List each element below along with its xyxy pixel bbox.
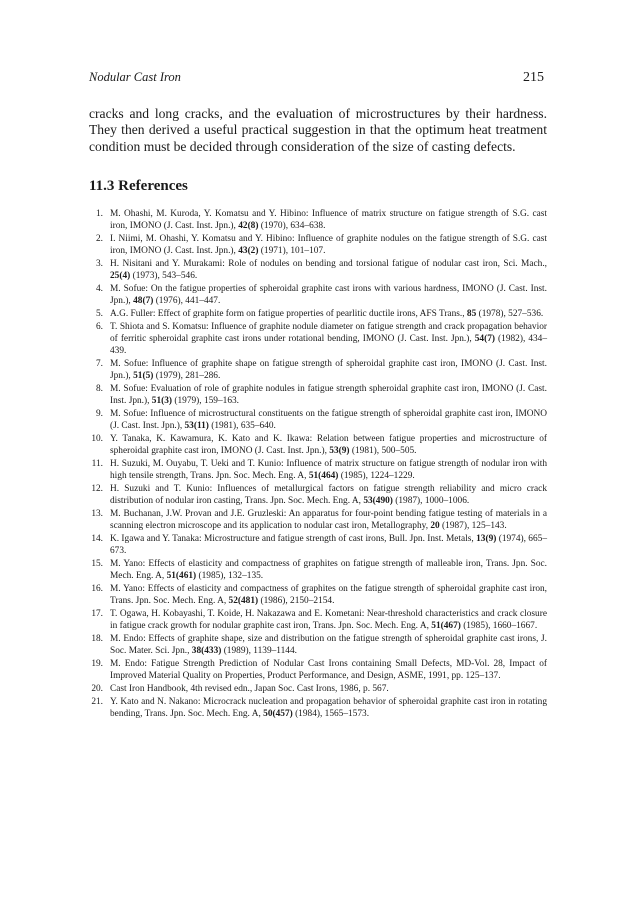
reference-volume: 50(457) [263,708,293,719]
reference-text [110,459,547,481]
reference-item [89,284,547,308]
reference-number: 14. [91,533,103,544]
reference-citation: I. Niimi, M. Ohashi, Y. Komatsu and Y. Hibino: Influence of graphite nodules on the fatigue strength of S.G. cast iron, IMONO (J. Cast. Inst. Jpn.), [110,233,547,256]
reference-item [89,634,547,658]
reference-text [110,559,547,581]
reference-volume: 85 [466,308,477,319]
reference-pages: (1985), 132–135. [196,570,264,581]
reference-number: 1. [95,209,103,219]
reference-citation: Y. Tanaka, K. Kawamura, K. Kato and K. Ikawa: Relation between fatigue properties and microstructure of spheroidal graphite cast iron, IMONO (J. Cast. Inst. Jpn.), [110,433,547,456]
reference-number: 9. [95,408,103,419]
reference-item [89,484,547,508]
reference-citation: M. Buchanan, J.W. Provan and J.E. Gruzleski: An apparatus for four-point bending fatigue testing of materials in a scanning electron microscope and its application to nodular cast iron, Metallography, [110,508,547,531]
reference-volume: 25(4) [110,270,131,281]
reference-number: 16. [91,583,103,594]
reference-text [110,659,547,681]
reference-item [89,209,547,233]
reference-text [110,584,547,606]
reference-number: 5. [95,308,103,319]
reference-volume: 52(481) [228,595,259,606]
reference-item [89,459,547,483]
reference-text [110,484,547,506]
reference-number: 7. [95,358,103,369]
reference-volume: 53(490) [363,495,393,506]
reference-pages: (1976), 441–447. [153,295,221,306]
reference-volume: 51(3) [151,395,173,406]
reference-citation: H. Suzuki and T. Kunio: Influences of metallurgical factors on fatigue strength reliability and micro crack distribution of nodular iron casting, Trans. Jpn. Soc. Mech. Eng. A, [110,483,547,506]
reference-number: 20. [91,683,103,694]
reference-citation: M. Sofue: Evaluation of role of graphite nodules in fatigue strength spheroidal graphite cast iron, IMONO (J. Cast. Inst. Jpn.), [110,383,547,406]
reference-volume: 48(7) [133,295,154,306]
reference-item [89,509,547,533]
reference-volume: 54(7) [474,333,495,344]
reference-text [110,684,389,694]
reference-citation: T. Ogawa, H. Kobayashi, T. Koide, H. Nakazawa and E. Kometani: Near-threshold characteristics and crack closure in fatigue crack growth for nodular graphite cast iron, Trans. Jpn. Soc. Mech. Eng. A, [110,608,547,631]
reference-text [110,322,547,356]
reference-text [110,384,547,406]
reference-text [110,359,547,381]
reference-citation: M. Yano: Effects of elasticity and compactness of graphites on the fatigue strength of spheroidal graphite cast iron, Trans. Jpn. Soc. Mech. Eng. A, [110,583,547,606]
reference-number: 12. [91,483,103,494]
intro-paragraph: cracks and long cracks, and the evaluation of microstructures by their hardness. They then derived a useful practical suggestion in that the optimum heat treatment condition must be decided through consideration of the size of casting defects. [89,106,547,154]
reference-text [110,259,547,281]
reference-number: 4. [95,283,103,294]
reference-pages: (1971), 101–107. [258,245,326,256]
reference-citation: M. Sofue: On the fatigue properties of spheroidal graphite cast irons with various hardness, IMONO (J. Cast. Inst. Jpn.), [110,283,547,306]
reference-citation: A.G. Fuller: Effect of graphite form on fatigue properties of pearlitic ductile irons, AFS Trans., [110,308,467,319]
reference-pages: (1973), 543–546. [130,270,198,281]
reference-number: 18. [91,633,103,644]
reference-number: 8. [95,383,103,394]
reference-item [89,434,547,458]
reference-item [89,359,547,383]
reference-number: 3. [95,258,103,269]
reference-item [89,384,547,408]
reference-text [110,609,547,631]
reference-number: 10. [91,433,103,444]
reference-item [89,234,547,258]
section-title: 11.3 References [89,178,188,194]
reference-volume: 42(8) [238,220,259,231]
reference-citation: M. Sofue: Influence of microstructural constituents on the fatigue strength of spheroidal graphite cast iron, IMONO (J. Cast. Inst. Jpn.), [110,408,547,431]
reference-citation: H. Nisitani and Y. Murakami: Role of nodules on bending and torsional fatigue of nodular cast iron, Sci. Mach., [110,258,547,269]
reference-citation: T. Shiota and S. Komatsu: Influence of graphite nodule diameter on fatigue strength and crack propagation behavior of ferritic spheroidal graphite cast irons under rotational bending, IMONO (J. Cast. Inst. Jpn.), [110,322,547,344]
reference-volume: 20 [430,520,440,531]
reference-item [89,697,547,721]
reference-pages: (1985), 1224–1229. [338,470,415,481]
reference-item [89,559,547,583]
reference-number: 6. [95,322,103,333]
reference-text [110,534,547,556]
page-header [89,70,544,90]
reference-volume: 43(2) [238,245,259,256]
reference-pages: (1970), 634–638. [258,220,326,231]
page-number: 215 [523,70,544,85]
reference-citation: Cast Iron Handbook, 4th revised edn., Japan Soc. Cast Irons, 1986, p. 567. [110,683,389,694]
reference-item [89,259,547,283]
reference-text [110,697,547,719]
reference-number: 13. [91,508,103,519]
reference-citation: Y. Kato and N. Nakano: Microcrack nucleation and propagation behavior of spheroidal graphite cast iron in rotating bending, Trans. Jpn. Soc. Mech. Eng. A, [110,696,547,719]
reference-pages: (1981), 635–640. [208,420,276,431]
reference-text [110,234,547,256]
reference-number: 17. [91,608,103,619]
reference-pages: (1979), 281–286. [153,370,221,381]
reference-volume: 53(9) [329,445,350,456]
reference-pages: (1987), 1000–1006. [392,495,470,506]
reference-volume: 51(461) [166,570,197,581]
reference-citation: M. Ohashi, M. Kuroda, Y. Komatsu and Y. Hibino: Influence of matrix structure on fatigue strength of S.G. cast iron, IMONO (J. Cast. Inst. Jpn.), [110,209,547,231]
reference-pages: (1978), 527–536. [476,308,544,319]
reference-pages: (1979), 159–163. [172,395,240,406]
reference-number: 15. [91,558,103,569]
reference-volume: 38(433) [191,645,222,656]
reference-pages: (1985), 1660–1667. [460,620,538,631]
reference-pages: (1986), 2150–2154. [258,595,335,606]
reference-citation: M. Endo: Effects of graphite shape, size and distribution on the fatigue strength of spheroidal graphite cast irons, J. Soc. Mater. Sci. Jpn., [110,633,547,656]
reference-list [89,209,547,722]
reference-number: 19. [91,658,103,669]
reference-citation: H. Suzuki, M. Ouyabu, T. Ueki and T. Kunio: Influence of matrix structure on fatigue strength of nodular iron with high tensile strength, Trans. Jpn. Soc. Mech. Eng. A, [110,458,547,481]
reference-pages: (1981), 500–505. [349,445,417,456]
reference-volume: 51(464) [308,470,339,481]
reference-volume: 53(11) [184,420,209,431]
reference-text [110,309,543,319]
reference-text [110,209,547,231]
reference-volume: 13(9) [476,533,497,544]
reference-text [110,634,547,656]
reference-citation: M. Sofue: Influence of graphite shape on fatigue strength of spheroidal graphite cast iron, IMONO (J. Cast. Inst. Jpn.), [110,358,547,381]
reference-pages: (1984), 1565–1573. [292,708,370,719]
reference-number: 2. [95,233,103,244]
reference-citation: M. Endo: Fatigue Strength Prediction of Nodular Cast Irons containing Small Defects, MD-Vol. 28, Impact of Improved Material Quality on Properties, Product Performance, and Design, ASME, 1991, pp. 125–137. [110,658,547,681]
reference-citation: M. Yano: Effects of elasticity and compactness of graphites on fatigue strength of malleable iron, Trans. Jpn. Soc. Mech. Eng. A, [110,558,547,581]
reference-item [89,609,547,633]
reference-item [89,659,547,683]
reference-text [110,284,547,306]
reference-item [89,534,547,558]
reference-number: 11. [91,458,103,469]
reference-item [89,409,547,433]
reference-pages: (1989), 1139–1144. [221,645,297,656]
reference-number: 21. [91,696,103,707]
reference-pages: (1974), 665–673. [110,533,547,556]
reference-item [89,684,547,696]
reference-text [110,409,547,431]
reference-item [89,309,547,321]
reference-text [110,434,547,456]
reference-item [89,584,547,608]
reference-item [89,322,547,357]
reference-text [110,509,547,531]
reference-pages: (1982), 434–439. [110,333,548,356]
running-head: Nodular Cast Iron [89,70,181,84]
reference-volume: 51(467) [431,620,461,631]
reference-volume: 51(5) [133,370,154,381]
reference-pages: (1987), 125–143. [439,520,507,531]
reference-citation: K. Igawa and Y. Tanaka: Microstructure and fatigue strength of cast irons, Bull. Jpn. Inst. Metals, [110,533,477,544]
